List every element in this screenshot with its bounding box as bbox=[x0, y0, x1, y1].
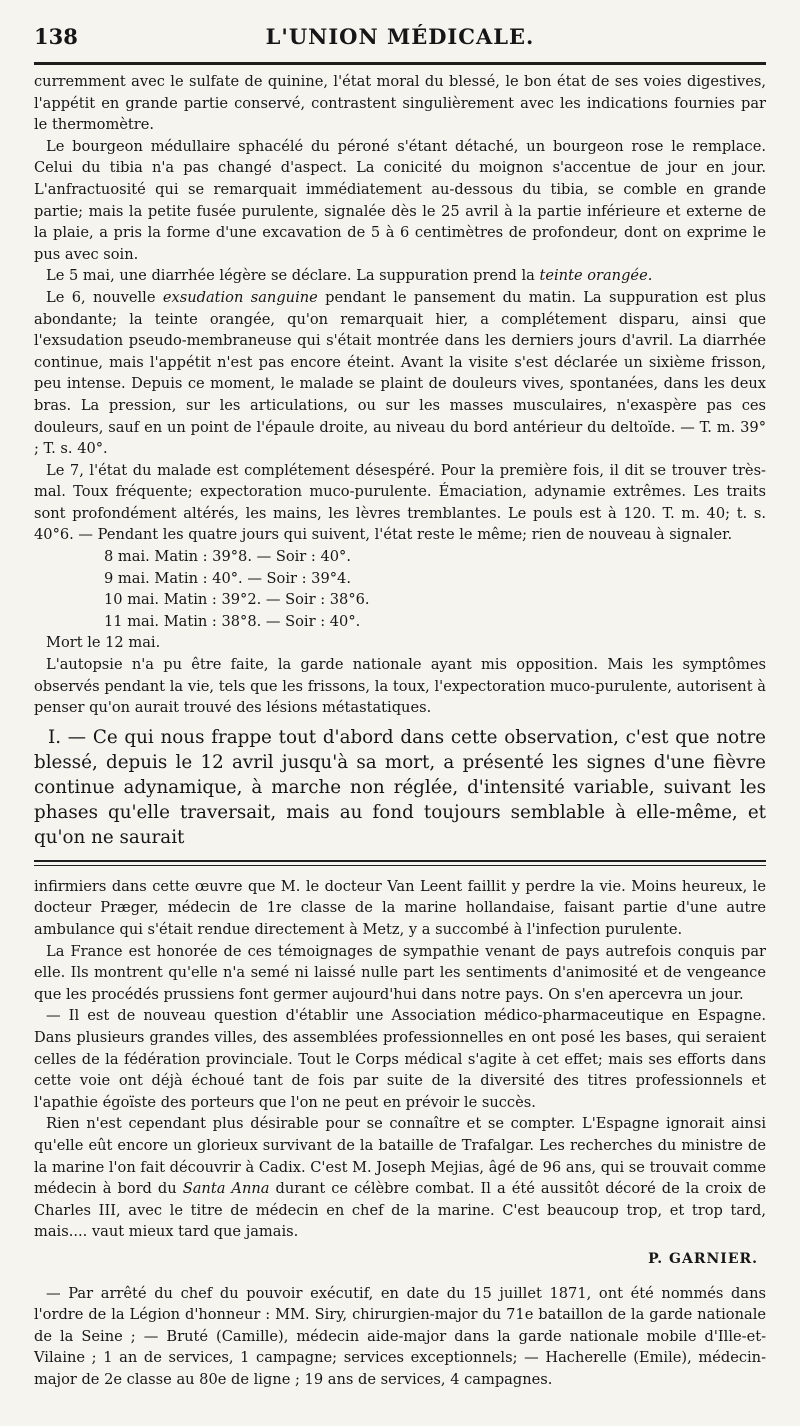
may6-start: Le 6, nouvelle bbox=[46, 288, 156, 306]
spain-text-end: durant ce célèbre combat. Il a été aussitôt décoré de la croix de Charles III, avec le titre de médecin en chef de la marine. C'est beaucoup trop, et trop tard, mais.... vaut mieux tard que jamais. bbox=[34, 1180, 767, 1241]
news-paragraph: La France est honorée de ces témoignages de sympathie venant de pays autrefois conquis par elle. Ils montrent qu'elle n'a semé ni laissé nulle part les sentiments d'animosité et de vengeance que les procédés prussiens font germer aujourd'hui dans notre pays. On s'en apercevra un jour. bbox=[34, 942, 766, 1003]
page-number: 138 bbox=[34, 24, 78, 49]
may5-italic: teinte orangée. bbox=[539, 267, 653, 285]
discussion-paragraph: I. — Ce qui nous frappe tout d'abord dans cette observation, c'est que notre blessé, depuis le 12 avril jusqu'à sa mort, a présenté les signes d'une fièvre continue adynamique, à marche non réglée, d'intensité variable, suivant les phases qu'elle traversait, mais au fond toujours semblable à elle-même, et qu'on ne saurait bbox=[34, 726, 766, 848]
autopsy-paragraph: L'autopsie n'a pu être faite, la garde nationale ayant mis opposition. Mais les symptômes observés pendant la vie, tels que les frissons, la toux, l'expectoration muco-purulente, autorisent à penser qu'on aurait trouvé des lésions métastatiques. bbox=[34, 656, 766, 717]
section-divider bbox=[34, 860, 766, 866]
spain-text-start: Rien n'est cependant plus désirable pour se connaître et se compter. L'Espagne ignorait ainsi qu'elle eût encore un glorieux survivant de la bataille de Trafalgar. Les recherches du ministre de la marine l'on fait découvrir à Cadix. C'est M. Joseph Mejias, âgé de 96 ans, qui se trouvait comme médecin à bord du bbox=[34, 1115, 766, 1198]
observation-section bbox=[34, 71, 766, 719]
may5-text: Le 5 mai, une diarrhée légère se déclare. La suppuration prend la bbox=[46, 267, 535, 285]
spain-paragraph bbox=[34, 1113, 766, 1243]
decree-paragraph: — Par arrêté du chef du pouvoir exécutif, en date du 15 juillet 1871, ont été nommés dans l'ordre de la Légion d'honneur : MM. Siry, chirurgien-major du 71e bataillon de la garde nationale de la Seine ; — Bruté (Camille), médecin aide-major dans la garde nationale mobile d'Ille-et-Vilaine ; 1 an de services, 1 campagne; services exceptionnels; — Hacherelle (Emile), médecin-major de 2e classe au 80e de ligne ; 19 ans de services, 4 campagnes. bbox=[34, 1284, 766, 1388]
author-signature: P. GARNIER. bbox=[648, 1250, 758, 1267]
temperature-entry: 11 mai. Matin : 38°8. — Soir : 40°. bbox=[104, 612, 361, 630]
temperature-list bbox=[34, 546, 766, 632]
may6-paragraph bbox=[34, 287, 766, 460]
news-paragraph: — Il est de nouveau question d'établir une Association médico-pharmaceutique en Espagne. Dans plusieurs grandes villes, des assemblées professionnelles en ont posé les bases, qui seraient celles de la fédération provinciale. Tout le Corps médical s'agite à cet effet; mais ses efforts dans cette voie ont déjà échoué tant de fois par suite de la diversité des titres professionnels et l'apathie égoïste des porteurs que l'on ne peut en prévoir le succès. bbox=[34, 1007, 766, 1111]
may5-paragraph bbox=[34, 265, 766, 287]
ship-name: Santa Anna bbox=[182, 1180, 270, 1198]
may6-italic: exsudation sanguine bbox=[162, 288, 318, 306]
page-header bbox=[34, 14, 766, 54]
journal-title: L'UNION MÉDICALE. bbox=[265, 24, 535, 49]
observation-paragraph: curremment avec le sulfate de quinine, l'état moral du blessé, le bon état de ses voies digestives, l'appétit en grande partie conservé, contrastent singulièrement avec les indications fournies par le thermomètre. bbox=[34, 73, 766, 134]
news-section bbox=[34, 876, 766, 1391]
discussion-section bbox=[34, 725, 766, 850]
temperature-entry: 8 mai. Matin : 39°8. — Soir : 40°. bbox=[104, 548, 351, 566]
temperature-entry: 9 mai. Matin : 40°. — Soir : 39°4. bbox=[104, 569, 351, 587]
may7-paragraph: Le 7, l'état du malade est complétement désespéré. Pour la première fois, il dit se trouver très-mal. Toux fréquente; expectoration muco-purulente. Émaciation, adynamie extrêmes. Les traits sont profondément altérés, les mains, les lèvres tremblantes. Le pouls est à 120. T. m. 40; t. s. 40°6. — Pendant les quatre jours qui suivent, l'état reste le même; rien de nouveau à signaler. bbox=[34, 461, 766, 544]
news-paragraph: infirmiers dans cette œuvre que M. le docteur Van Leent faillit y perdre la vie. Moins heureux, le docteur Præger, médecin de 1re classe de la marine hollandaise, faisant partie d'une autre ambulance qui s'était rendue directement à Metz, y a succombé à l'infection purulente. bbox=[34, 877, 766, 938]
observation-paragraph: Le bourgeon médullaire sphacélé du péroné s'étant détaché, un bourgeon rose le remplace. Celui du tibia n'a pas changé d'aspect. La conicité du moignon s'accentue de jour en jour. L'anfractuosité qui se remarquait immédiatement au-dessous du tibia, se comble en grande partie; mais la petite fusée purulente, signalée dès le 25 avril à la partie inférieure et externe de la plaie, a pris la forme d'une excavation de 5 à 6 centimètres de profondeur, dont on exprime le pus avec soin. bbox=[34, 137, 766, 263]
header-rule bbox=[34, 62, 766, 65]
may6-rest: pendant le pansement du matin. La suppuration est plus abondante; la teinte orangée, qu'on remarquait hier, a complétement disparu, ainsi que l'exsudation pseudo-membraneuse qui s'était montrée dans les derniers jours d'avril. La diarrhée continue, mais l'appétit n'est pas encore éteint. Avant la visite s'est déclarée un sixième frisson, peu intense. Depuis ce moment, le malade se plaint de douleurs vives, spontanées, dans les deux bras. La pression, sur les articulations, ou sur les masses musculaires, n'exaspère pas ces douleurs, sauf en un point de l'épaule droite, au niveau du bord antérieur du deltoïde. — T. m. 39° ; T. s. 40°. bbox=[34, 288, 767, 458]
death-line: Mort le 12 mai. bbox=[46, 634, 161, 652]
temperature-entry: 10 mai. Matin : 39°2. — Soir : 38°6. bbox=[104, 591, 370, 609]
